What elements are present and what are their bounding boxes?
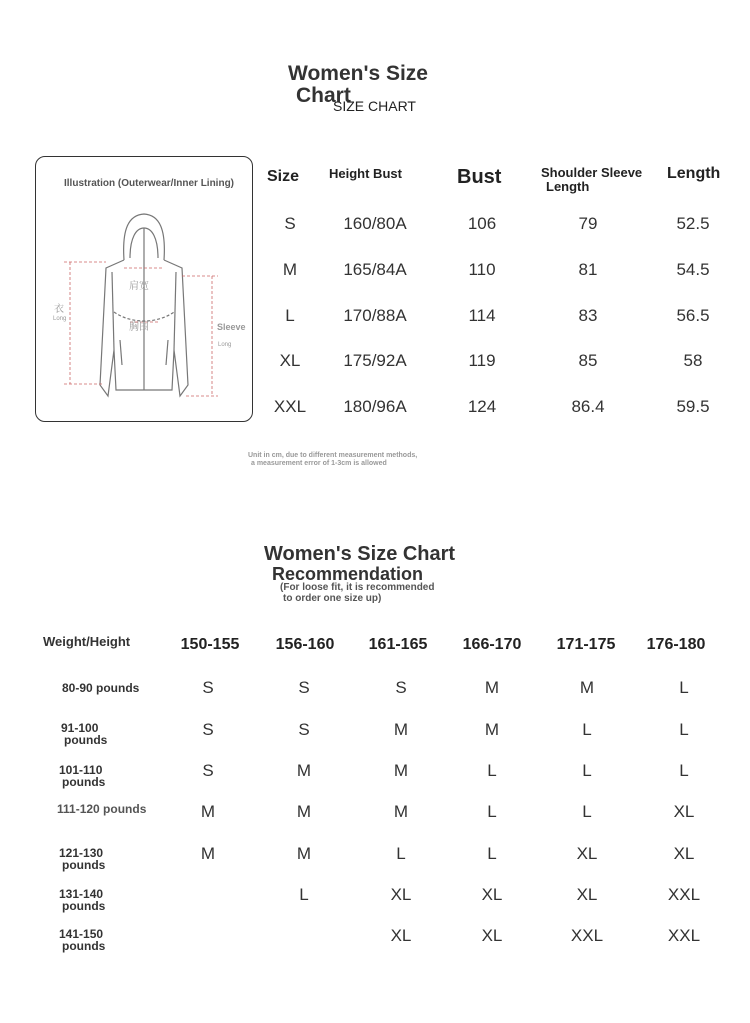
recommended-size: M: [296, 844, 312, 863]
recommended-size: L: [679, 678, 689, 697]
length-cell: 52.5: [676, 214, 710, 233]
shoulder-cell: 85: [578, 351, 598, 370]
recommended-size: M: [393, 720, 409, 739]
sleeve-label: Sleeve: [217, 322, 246, 332]
shoulder-cell: 81: [578, 260, 598, 279]
weight-row-label-unit: pounds: [62, 939, 106, 953]
shoulder-cell: 79: [578, 214, 598, 233]
size-chart-subtitle: SIZE CHART: [333, 98, 416, 114]
recommended-size: XXL: [570, 926, 604, 945]
shoulder-cell: 86.4: [571, 397, 605, 416]
chest-label: 胸围: [129, 322, 149, 333]
recommended-size: L: [582, 761, 592, 780]
height-bust-cell: 170/88A: [343, 306, 407, 325]
illustration-label: Illustration (Outerwear/Inner Lining): [64, 178, 235, 189]
recommended-size: XL: [481, 926, 503, 945]
recommended-size: S: [298, 678, 310, 697]
corner-header: Weight/Height: [43, 634, 131, 649]
size-cell: XL: [279, 351, 301, 370]
recommended-size: L: [299, 885, 309, 904]
recommended-size: M: [579, 678, 595, 697]
length-label: 衣: [54, 304, 64, 315]
shoulder-cell: 83: [578, 306, 598, 325]
recommended-size: XXL: [667, 926, 701, 945]
height-column-header: 166-170: [462, 636, 522, 653]
length-cell: 54.5: [676, 260, 710, 279]
recommended-size: XL: [481, 885, 503, 904]
height-bust-cell: 160/80A: [343, 214, 407, 233]
recommended-size: XXL: [667, 885, 701, 904]
size-cell: L: [285, 306, 295, 325]
sleeve-small-label: Long: [218, 342, 232, 348]
weight-row-label-unit: pounds: [64, 733, 108, 747]
header-length: Length: [667, 165, 721, 182]
recommended-size: L: [582, 802, 592, 821]
size-cell: XXL: [273, 397, 307, 416]
weight-row-label-unit: pounds: [62, 775, 106, 789]
recommended-size: XL: [576, 885, 598, 904]
weight-row-label: 131-140: [59, 887, 104, 901]
height-column-header: 150-155: [180, 636, 240, 653]
recommended-size: M: [484, 720, 500, 739]
recommended-size: L: [487, 802, 497, 821]
recommended-size: M: [200, 802, 216, 821]
height-column-header: 156-160: [275, 636, 335, 653]
jacket-illustration: [36, 200, 252, 415]
recommended-size: XL: [390, 926, 412, 945]
weight-row-label: 141-150: [59, 927, 104, 941]
recommended-size: M: [393, 802, 409, 821]
bust-cell: 124: [467, 397, 497, 416]
header-bust: Bust: [457, 166, 502, 188]
height-column-header: 161-165: [368, 636, 428, 653]
recommendation-title-line2: Recommendation: [272, 564, 424, 584]
length-small-label: Long: [53, 316, 67, 322]
weight-row-label-unit: pounds: [62, 899, 106, 913]
measurement-note-line1: Unit in cm, due to different measurement methods,: [248, 452, 418, 459]
height-bust-cell: 180/96A: [343, 397, 407, 416]
weight-row-label: 111-120 pounds: [57, 802, 147, 816]
size-cell: S: [284, 214, 296, 233]
recommendation-note-line2: to order one size up): [283, 593, 382, 604]
recommended-size: S: [202, 720, 214, 739]
header-shoulder-line1: Shoulder Sleeve: [541, 165, 643, 180]
recommended-size: L: [679, 761, 689, 780]
recommended-size: M: [393, 761, 409, 780]
header-height-bust: Height Bust: [329, 166, 402, 181]
recommended-size: XL: [576, 844, 598, 863]
bust-cell: 110: [468, 260, 496, 279]
recommended-size: XL: [673, 844, 695, 863]
recommended-size: S: [298, 720, 310, 739]
height-bust-cell: 165/84A: [343, 260, 407, 279]
bust-cell: 106: [467, 214, 497, 233]
recommended-size: XL: [673, 802, 695, 821]
height-column-header: 171-175: [556, 636, 616, 653]
header-shoulder-line2: Length: [546, 179, 590, 194]
size-chart-title-line1: Women's Size: [288, 62, 428, 85]
weight-row-label: 80-90 pounds: [62, 681, 140, 695]
length-cell: 56.5: [676, 306, 710, 325]
recommendation-note-line1: (For loose fit, it is recommended: [280, 582, 435, 593]
header-size: Size: [267, 168, 300, 185]
recommended-size: L: [487, 844, 497, 863]
size-cell: M: [282, 260, 298, 279]
weight-row-label: 121-130: [59, 846, 104, 860]
recommended-size: M: [200, 844, 216, 863]
recommended-size: M: [296, 802, 312, 821]
recommended-size: L: [396, 844, 406, 863]
length-cell: 58: [683, 351, 703, 370]
recommended-size: L: [487, 761, 497, 780]
bust-cell: 114: [468, 306, 496, 325]
recommended-size: S: [395, 678, 407, 697]
recommended-size: L: [679, 720, 689, 739]
recommended-size: M: [296, 761, 312, 780]
recommendation-title-line1: Women's Size Chart: [264, 543, 456, 565]
measurement-note-line2: a measurement error of 1-3cm is allowed: [251, 460, 387, 467]
shoulder-width-label: 肩宽: [129, 281, 149, 292]
recommendation-note: [280, 582, 434, 604]
height-bust-cell: 175/92A: [343, 351, 407, 370]
recommended-size: M: [484, 678, 500, 697]
weight-row-label-unit: pounds: [62, 858, 106, 872]
length-cell: 59.5: [676, 397, 710, 416]
recommended-size: L: [582, 720, 592, 739]
height-column-header: 176-180: [646, 636, 706, 653]
recommended-size: S: [202, 678, 214, 697]
weight-row-label: 101-110: [59, 763, 103, 777]
measurement-note: [248, 452, 417, 468]
weight-row-label: 91-100: [61, 721, 99, 735]
bust-cell: 119: [468, 351, 496, 370]
size-chart-title-line2: Chart: [296, 84, 351, 107]
recommended-size: XL: [390, 885, 412, 904]
recommended-size: S: [202, 761, 214, 780]
